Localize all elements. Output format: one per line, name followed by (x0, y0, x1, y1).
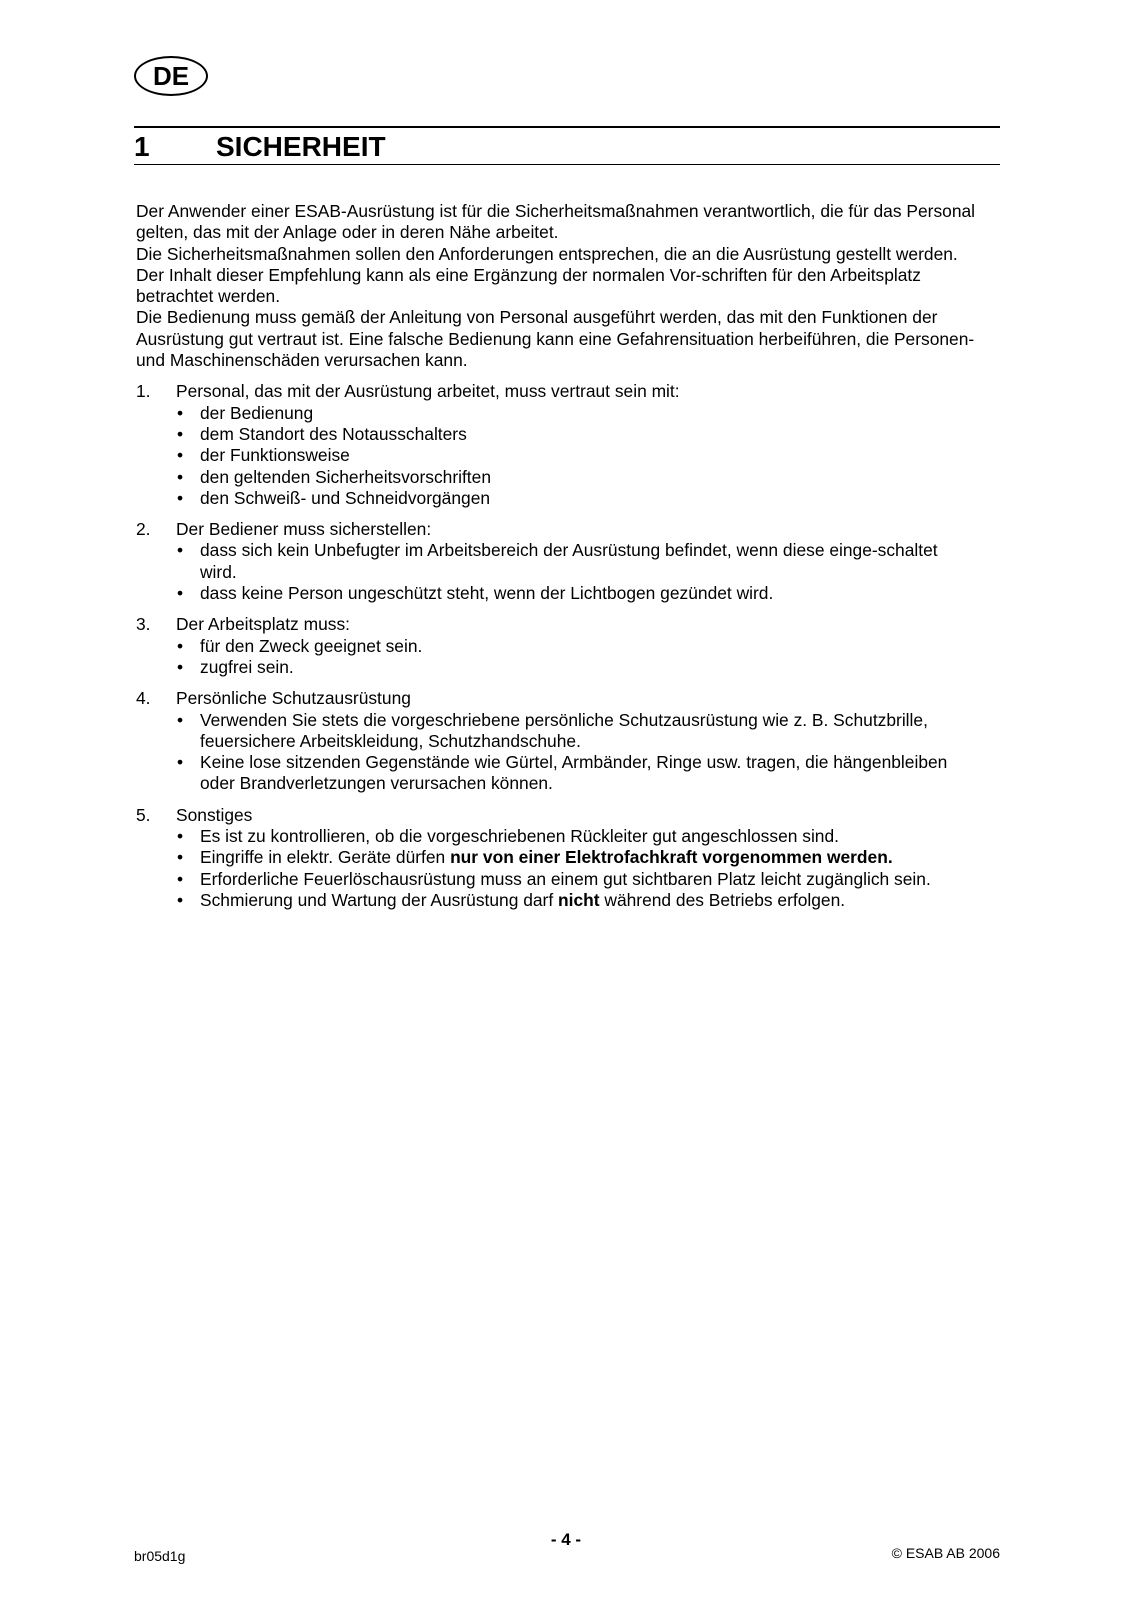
heading-rule-bottom (134, 164, 1000, 165)
item-number: 5. (136, 804, 151, 825)
bullet-text: Schmierung und Wartung der Ausrüstung darf (200, 889, 558, 910)
bullet-item: • Es ist zu kontrollieren, ob die vorgeschriebenen Rückleiter gut angeschlossen sind. (176, 826, 976, 847)
bullet-emphasis: nur von einer Elektrofachkraft vorgenommen werden. (450, 847, 893, 868)
item-heading: Personal, das mit der Ausrüstung arbeitet, muss vertraut sein mit: (176, 381, 680, 402)
intro-paragraph: Der Anwender einer ESAB-Ausrüstung ist für die Sicherheitsmaßnahmen verantwortlich, die für das Personal gelten, das mit der Anlage oder in deren Nähe arbeitet. (136, 201, 976, 243)
bullet-emphasis: nicht (558, 889, 600, 910)
item-heading: Der Bediener muss sicherstellen: (176, 519, 432, 540)
list-item (136, 688, 976, 794)
item-number: 2. (136, 519, 151, 540)
item-heading: Der Arbeitsplatz muss: (176, 614, 350, 635)
item-heading: Persönliche Schutzausrüstung (176, 688, 411, 709)
bullet-list (176, 403, 976, 509)
language-badge: DE (134, 56, 208, 96)
bullet-item: • für den Zweck geeignet sein. (176, 636, 976, 657)
safety-list (136, 381, 976, 911)
bullet-item: • Verwenden Sie stets die vorgeschriebene persönliche Schutzausrüstung wie z. B. Schutzbrille, feuersichere Arbeitskleidung, Schutzhandschuhe. (176, 710, 976, 753)
list-item (136, 381, 976, 509)
intro-paragraph: Die Sicherheitsmaßnahmen sollen den Anforderungen entsprechen, die an die Ausrüstung gestellt werden. Der Inhalt dieser Empfehlung kann als eine Ergänzung der normalen Vor-schriften für den Arbeitsplatz betrachtet werden. (136, 243, 958, 307)
document-id: br05d1g (134, 1548, 186, 1564)
bullet-item: • Erforderliche Feuerlöschausrüstung muss an einem gut sichtbaren Platz leicht zugänglich sein. (176, 869, 976, 890)
list-item (136, 614, 976, 678)
heading-rule-top (134, 126, 1000, 128)
bullet-item: • der Funktionsweise (176, 445, 976, 466)
document-body (136, 201, 976, 921)
bullet-item: • den Schweiß- und Schneidvorgängen (176, 488, 976, 509)
bullet-list (176, 710, 976, 795)
bullet-item: • dem Standort des Notausschalters (176, 424, 976, 445)
bullet-text: Eingriffe in elektr. Geräte dürfen (200, 847, 451, 868)
item-number: 3. (136, 614, 151, 635)
bullet-item (176, 847, 976, 868)
list-item (136, 519, 976, 604)
bullet-item: • der Bedienung (176, 403, 976, 424)
bullet-list (176, 826, 976, 911)
chapter-title: SICHERHEIT (216, 131, 386, 162)
bullet-text: während des Betriebs erfolgen. (599, 889, 846, 910)
bullet-item: • Keine lose sitzenden Gegenstände wie Gürtel, Armbänder, Ringe usw. tragen, die hängenbleiben oder Brandverletzungen verursachen können. (176, 752, 976, 795)
chapter-number: 1 (134, 131, 150, 162)
item-heading: Sonstiges (176, 804, 253, 825)
bullet-list (176, 540, 976, 604)
copyright: © ESAB AB 2006 (891, 1545, 1000, 1561)
bullet-list (176, 636, 976, 679)
list-item (136, 805, 976, 911)
item-number: 4. (136, 688, 151, 709)
bullet-item (176, 890, 976, 911)
bullet-item: • zugfrei sein. (176, 657, 976, 678)
bullet-item: • den geltenden Sicherheitsvorschriften (176, 467, 976, 488)
page-number: - 4 - (550, 1530, 582, 1549)
bullet-item: • dass sich kein Unbefugter im Arbeitsbereich der Ausrüstung befindet, wenn diese einge-schaltet wird. (176, 540, 976, 583)
item-number: 1. (136, 381, 151, 402)
bullet-item: • dass keine Person ungeschützt steht, wenn der Lichtbogen gezündet wird. (176, 583, 976, 604)
intro-paragraph: Die Bedienung muss gemäß der Anleitung von Personal ausgeführt werden, das mit den Funktionen der Ausrüstung gut vertraut ist. Eine falsche Bedienung kann eine Gefahrensituation herbeiführen, die Personen- und Maschinenschäden verursachen kann. (136, 307, 975, 371)
